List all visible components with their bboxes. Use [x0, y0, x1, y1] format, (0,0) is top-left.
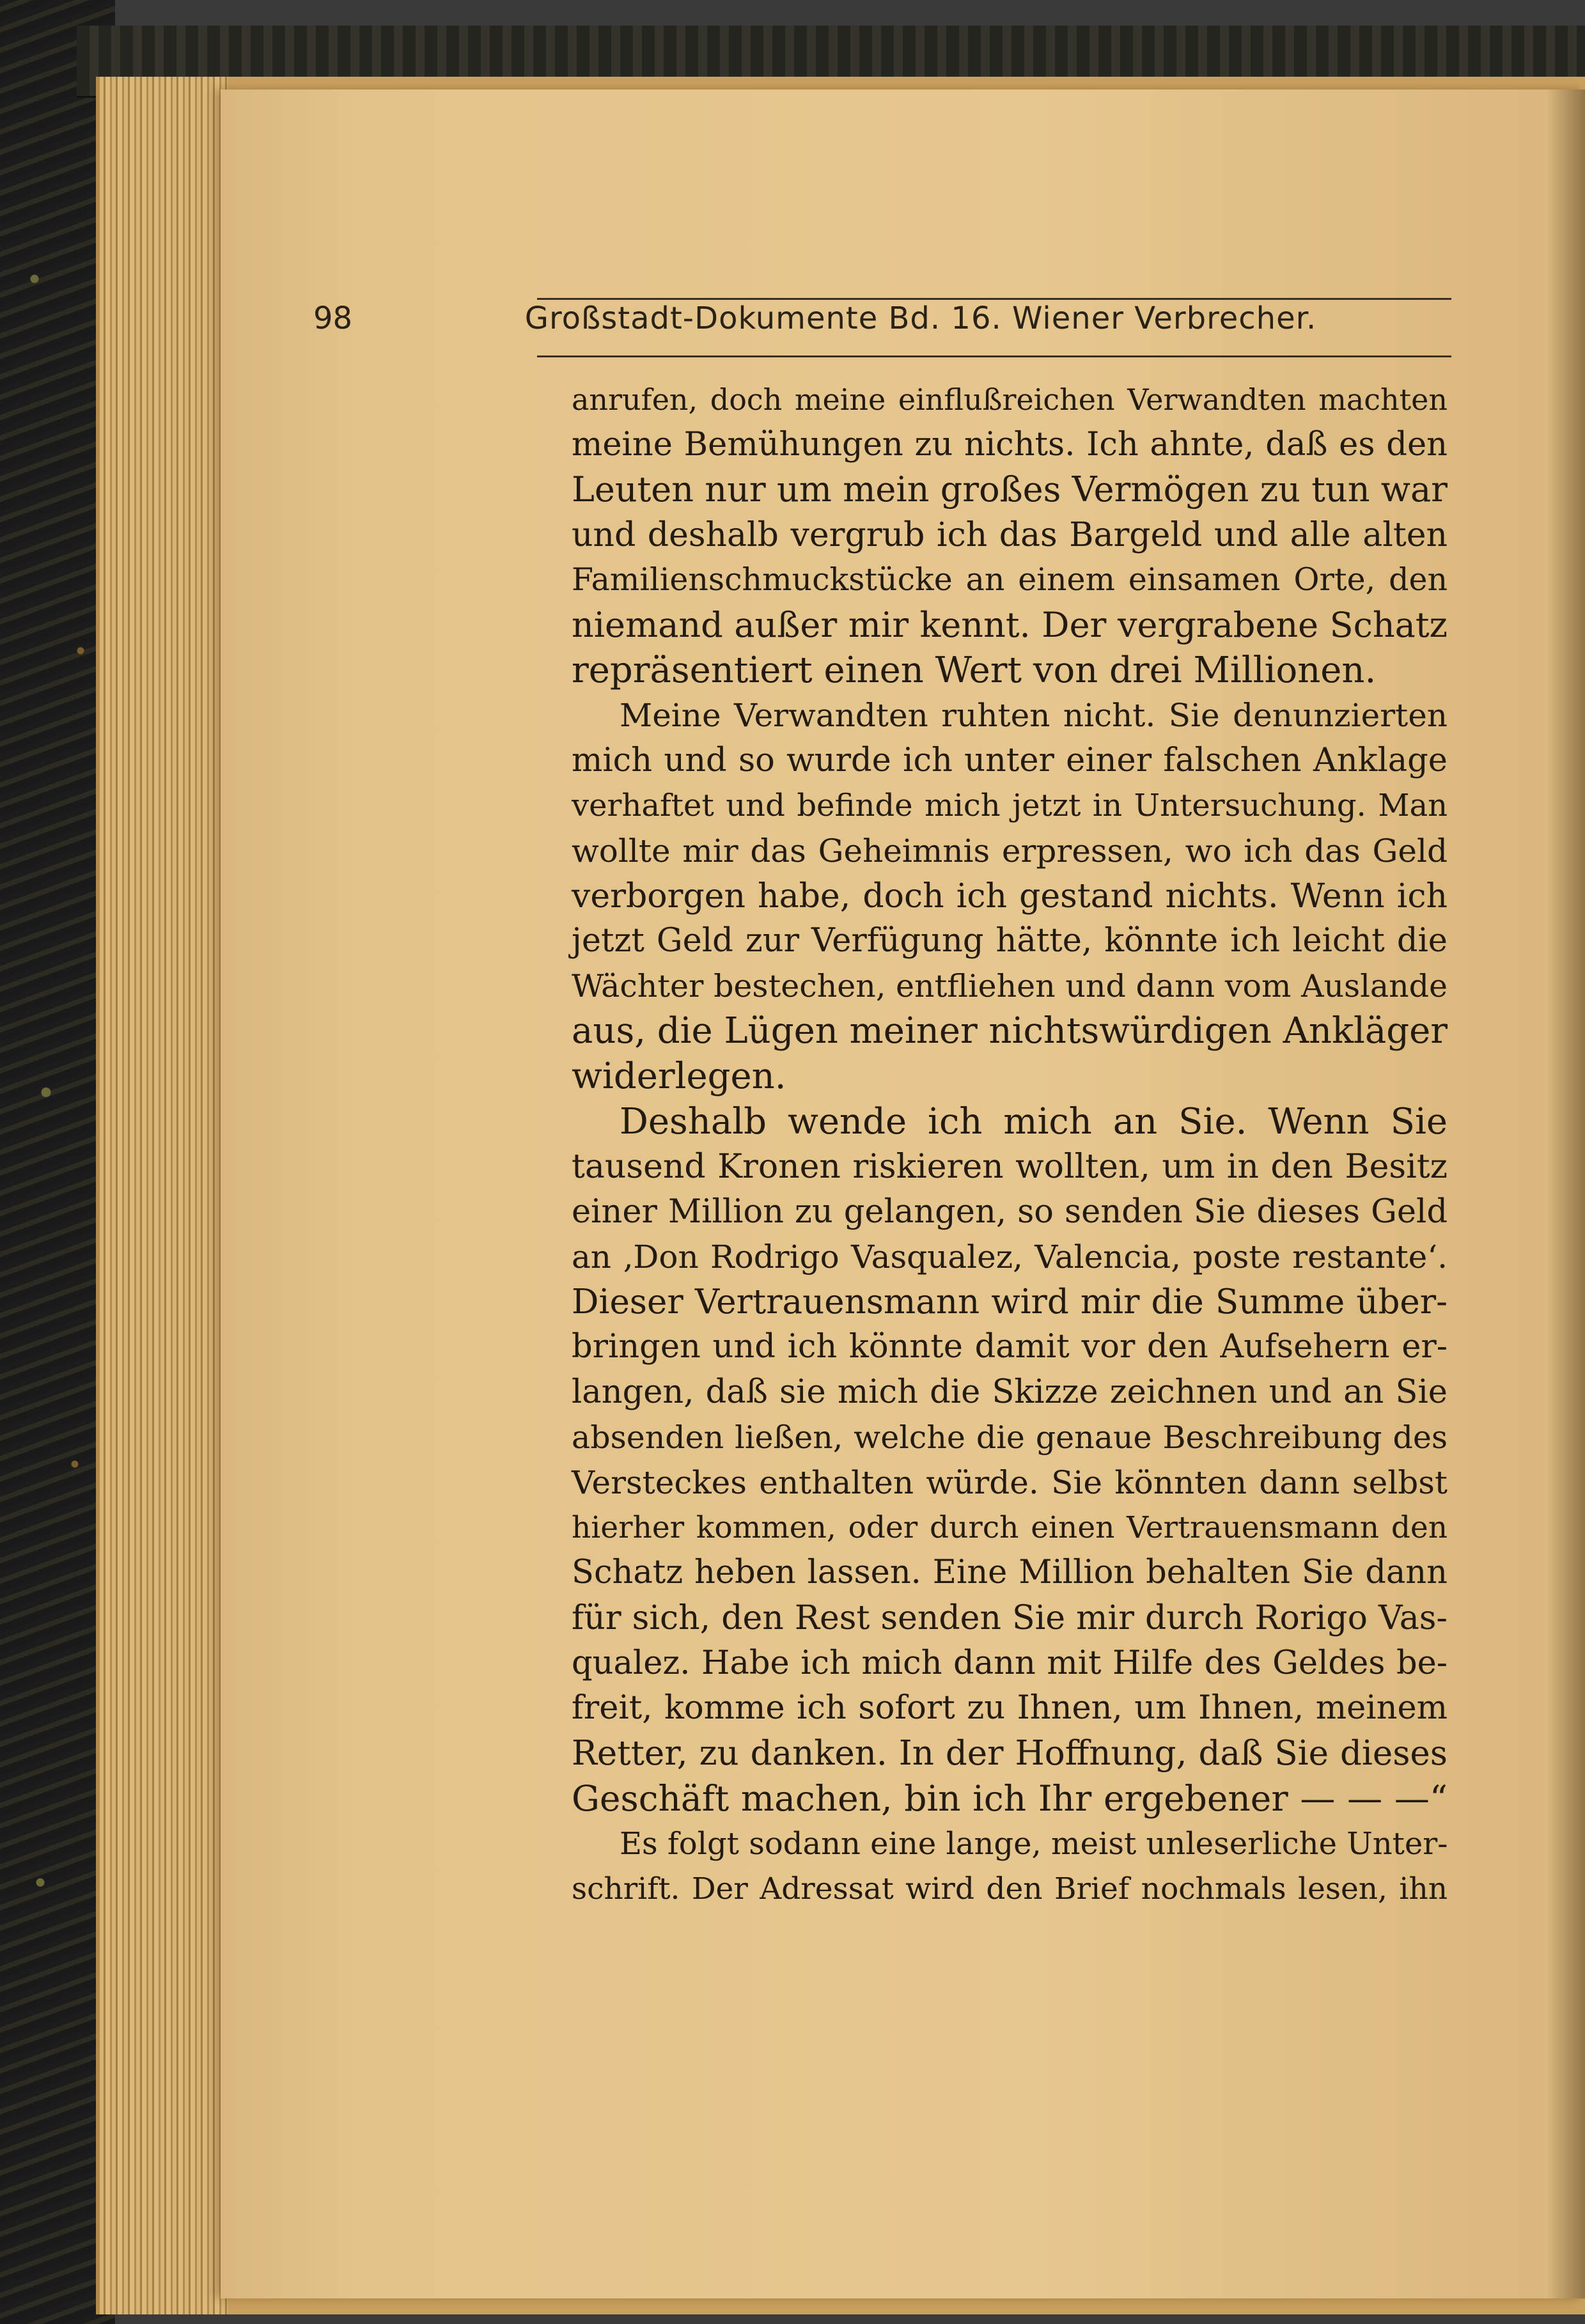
header-rule-top [537, 298, 1451, 300]
text-line: tausend Kronen riskieren wollten, um in den Besitz [572, 1148, 1448, 1187]
page-number: 98 [313, 300, 353, 336]
text-line: einer Million zu gelangen, so senden Sie dieses Geld [572, 1192, 1448, 1231]
page-gutter-shadow [1547, 90, 1585, 2298]
text-line: Familienschmuckstücke an einem einsamen Orte, den [572, 561, 1448, 598]
text-line: verhaftet und befinde mich jetzt in Untersuchung. Man [572, 788, 1448, 824]
text-line: an ‚Don Rodrigo Vasqualez, Valencia, poste restante‘. [572, 1238, 1448, 1276]
text-line: qualez. Habe ich mich dann mit Hilfe des Geldes be- [572, 1644, 1448, 1682]
text-line: jetzt Geld zur Verfügung hätte, könnte ich leicht die [572, 922, 1448, 960]
body-text [572, 377, 1448, 1912]
text-line: meine Bemühungen zu nichts. Ich ahnte, daß es den [572, 425, 1448, 464]
text-line: Leuten nur um mein großes Vermögen zu tun war [572, 469, 1448, 510]
text-line: freit, komme ich sofort zu Ihnen, um Ihnen, meinem [572, 1689, 1448, 1727]
running-title: Großstadt-Dokumente Bd. 16. Wiener Verbrecher. [524, 300, 1317, 336]
text-line: bringen und ich könnte damit vor den Aufsehern er- [572, 1328, 1448, 1366]
text-line: Deshalb wende ich mich an Sie. Wenn Sie [620, 1100, 1448, 1143]
text-line: aus, die Lügen meiner nichtswürdigen Ankläger [572, 1010, 1448, 1052]
text-line: Es folgt sodann eine lange, meist unleserliche Unter- [620, 1826, 1448, 1862]
text-line: anrufen, doch meine einflußreichen Verwandten machten [572, 382, 1448, 417]
text-line: Meine Verwandten ruhten nicht. Sie denunzierten [620, 697, 1448, 735]
text-line: wollte mir das Geheimnis erpressen, wo ich das Geld [572, 832, 1448, 870]
text-line: niemand außer mir kennt. Der vergrabene Schatz [572, 604, 1448, 645]
text-line: Wächter bestechen, entfliehen und dann vom Auslande [572, 967, 1448, 1004]
text-line: schrift. Der Adressat wird den Brief nochmals lesen, ihn [572, 1871, 1448, 1907]
text-line: verborgen habe, doch ich gestand nichts. Wenn ich [572, 877, 1448, 916]
text-line: langen, daß sie mich die Skizze zeichnen und an Sie [572, 1373, 1448, 1412]
text-line: Retter, zu danken. In der Hoffnung, daß Sie dieses [572, 1733, 1448, 1773]
text-line: Versteckes enthalten würde. Sie könnten dann selbst [572, 1464, 1448, 1502]
text-line: für sich, den Rest senden Sie mir durch Rorigo Vas- [572, 1599, 1448, 1638]
text-line: Dieser Vertrauensmann wird mir die Summe über- [572, 1282, 1448, 1322]
text-line: absenden ließen, welche die genaue Beschreibung des [572, 1419, 1448, 1456]
running-header [313, 300, 1451, 336]
header-rule-bottom [537, 355, 1451, 357]
text-line: und deshalb vergrub ich das Bargeld und alle alten [572, 515, 1448, 554]
text-line: hierher kommen, oder durch einen Vertrauensmann den [572, 1509, 1448, 1545]
text-line: Schatz heben lassen. Eine Million behalten Sie dann [572, 1554, 1448, 1592]
text-line: mich und so wurde ich unter einer falschen Anklage [572, 741, 1448, 779]
text-line: repräsentiert einen Wert von drei Millionen. [572, 649, 1377, 691]
text-line: Geschäft machen, bin ich Ihr ergebener — — —“ [572, 1778, 1448, 1820]
text-line: widerlegen. [572, 1055, 786, 1097]
